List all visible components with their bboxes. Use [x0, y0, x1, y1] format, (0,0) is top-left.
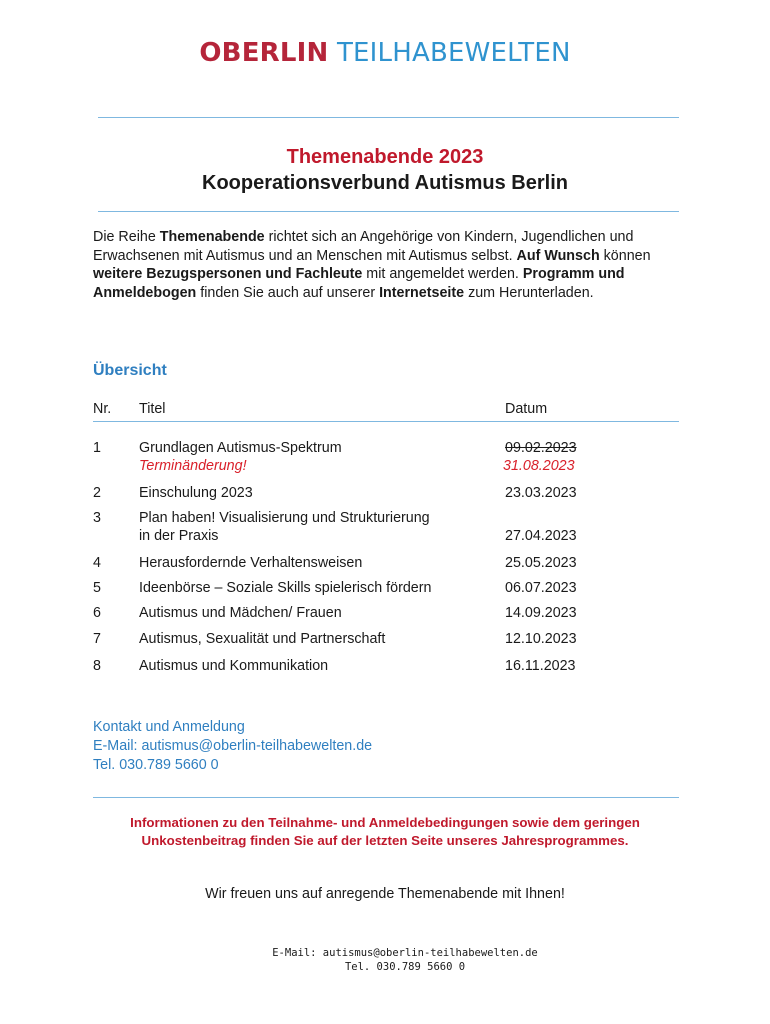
row-title: Einschulung 2023 — [139, 485, 253, 501]
contact-email-link[interactable]: E-Mail: autismus@oberlin-teilhabewelten.de — [93, 738, 373, 754]
footer-phone: Tel. 030.789 5660 0 — [344, 961, 466, 973]
row-note: Terminänderung! — [139, 458, 247, 474]
header-title: Titel — [139, 401, 166, 417]
header-nr: Nr. — [93, 401, 112, 417]
row-title: Autismus und Kommunikation — [139, 658, 329, 674]
row-nr: 3 — [93, 510, 101, 526]
closing-text: Wir freuen uns auf anregende Themenabende mit Ihnen! — [205, 886, 565, 902]
contact-phone: Tel. 030.789 5660 0 — [93, 757, 219, 773]
contact-block — [93, 718, 372, 775]
row-nr: 2 — [93, 485, 101, 501]
page-subtitle: Kooperationsverbund Autismus Berlin — [202, 172, 568, 194]
divider-top — [98, 117, 679, 118]
brand-logo — [0, 38, 770, 68]
row-date: 06.07.2023 — [505, 580, 577, 596]
row-title: Autismus und Mädchen/ Frauen — [139, 605, 342, 621]
row-date: 12.10.2023 — [505, 631, 577, 647]
intro-paragraph: Die Reihe Themenabende richtet sich an Angehörige von Kindern, Jugendlichen und Erwachsenen mit Autismus und an Menschen mit Autismus selbst. Auf Wunsch können weitere Bezugspersonen und Fachleute mit angemeldet werden. Programm und Anmeldebogen finden Sie auch auf unserer Internetseite zum Herunterladen. — [93, 229, 651, 301]
row-date-new: 31.08.2023 — [503, 458, 575, 474]
row-title-cont: in der Praxis — [139, 528, 219, 544]
overview-heading: Übersicht — [93, 362, 167, 379]
contact-label: Kontakt und Anmeldung — [93, 719, 245, 735]
page-title: Themenabende 2023 — [286, 146, 484, 168]
logo-oberlin: OBERLIN — [199, 38, 329, 68]
row-title: Grundlagen Autismus-Spektrum — [139, 440, 342, 456]
row-nr: 1 — [93, 440, 101, 456]
footer — [0, 946, 770, 974]
row-date: 23.03.2023 — [505, 485, 577, 501]
row-date: 16.11.2023 — [505, 658, 576, 674]
row-title: Autismus, Sexualität und Partnerschaft — [139, 631, 386, 647]
divider-bottom — [93, 797, 679, 798]
row-nr: 5 — [93, 580, 101, 596]
logo-teilhabewelten: TEILHABEWELTEN — [336, 38, 571, 68]
divider-title — [98, 211, 679, 212]
row-date: 25.05.2023 — [505, 555, 577, 571]
row-date: 14.09.2023 — [505, 605, 577, 621]
header-date: Datum — [505, 401, 548, 417]
row-nr: 6 — [93, 605, 101, 621]
row-title: Herausfordernde Verhaltensweisen — [139, 555, 363, 571]
row-nr: 8 — [93, 658, 101, 674]
row-nr: 7 — [93, 631, 101, 647]
row-date-old: 09.02.2023 — [505, 440, 577, 456]
row-nr: 4 — [93, 555, 101, 571]
row-title: Plan haben! Visualisierung und Strukturierung — [139, 510, 430, 526]
footer-email: E-Mail: autismus@oberlin-teilhabewelten.de — [272, 947, 538, 959]
row-date: 27.04.2023 — [505, 528, 577, 544]
row-title: Ideenbörse – Soziale Skills spielerisch fördern — [139, 580, 432, 596]
info-notice: Informationen zu den Teilnahme- und Anmeldebedingungen sowie dem geringen Unkostenbeitrag finden Sie auf der letzten Seite unseres Jahresprogrammes. — [130, 815, 640, 848]
divider-table-header — [93, 421, 679, 422]
